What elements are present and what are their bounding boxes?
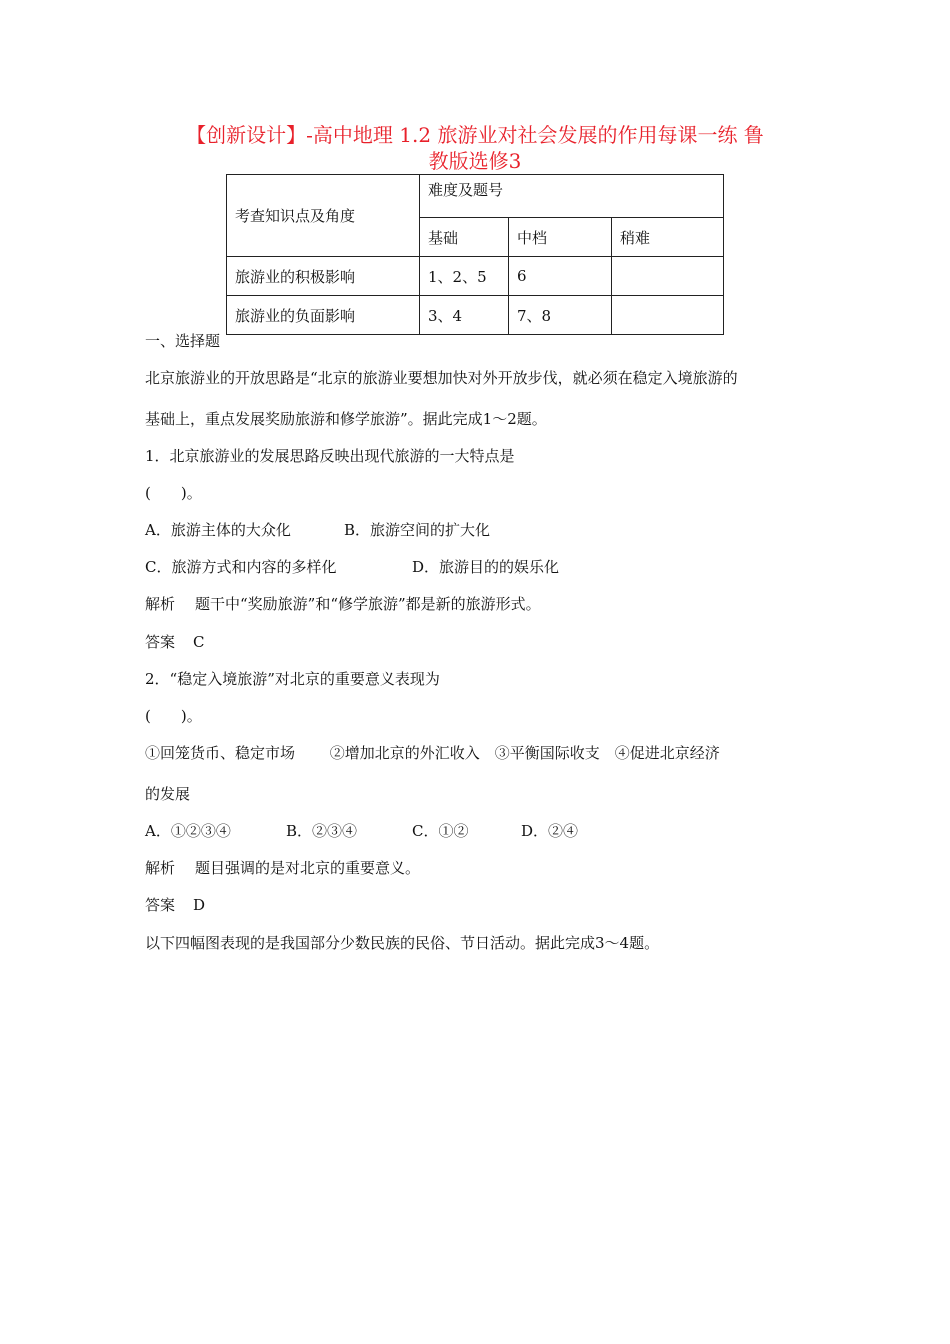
q2-answer: D xyxy=(193,896,206,914)
header-difficulty: 难度及题号 xyxy=(420,175,724,218)
q2-answer-label: 答案 xyxy=(145,896,176,914)
q1-stem: 1．北京旅游业的发展思路反映出现代旅游的一大特点是 xyxy=(145,447,515,465)
q1-answer-label: 答案 xyxy=(145,633,176,651)
intro-paragraph-line-1: 北京旅游业的开放思路是“北京的旅游业要想加快对外开放步伐，就必须在稳定入境旅游的 xyxy=(145,369,738,387)
knowledge-point-table xyxy=(226,174,724,335)
q1-blank: ( )。 xyxy=(145,484,202,502)
header-knowledge-point: 考查知识点及角度 xyxy=(227,175,420,257)
q2-option-b: B．②③④ xyxy=(286,822,358,840)
row-hard xyxy=(612,257,724,296)
header-hard: 稍难 xyxy=(612,218,724,257)
q1-analysis-label: 解析 xyxy=(145,595,176,613)
q1-option-c: C．旅游方式和内容的多样化 xyxy=(145,558,337,576)
header-basic: 基础 xyxy=(420,218,509,257)
header-mid: 中档 xyxy=(509,218,612,257)
row-topic: 旅游业的积极影响 xyxy=(227,257,420,296)
q1-answer: C xyxy=(193,633,205,651)
row-mid: 6 xyxy=(509,257,612,296)
row-basic: 1、2、5 xyxy=(420,257,509,296)
q2-items-line-2: 的发展 xyxy=(145,785,191,803)
table-row xyxy=(227,296,724,335)
q2-analysis: 题目强调的是对北京的重要意义。 xyxy=(195,859,421,877)
title-line-1: 【创新设计】-高中地理 1.2 旅游业对社会发展的作用每课一练 鲁 xyxy=(186,123,764,147)
intro-paragraph-2: 以下四幅图表现的是我国部分少数民族的民俗、节日活动。据此完成3～4题。 xyxy=(145,934,660,952)
q2-analysis-label: 解析 xyxy=(145,859,176,877)
q2-stem: 2．“稳定入境旅游”对北京的重要意义表现为 xyxy=(145,670,440,688)
q2-blank: ( )。 xyxy=(145,707,202,725)
document-title xyxy=(130,122,820,174)
row-hard xyxy=(612,296,724,335)
table-header-row xyxy=(227,175,724,218)
q2-option-a: A．①②③④ xyxy=(145,822,231,840)
row-topic: 旅游业的负面影响 xyxy=(227,296,420,335)
row-mid: 7、8 xyxy=(509,296,612,335)
table-row xyxy=(227,257,724,296)
q1-option-d: D．旅游目的的娱乐化 xyxy=(412,558,560,576)
q2-items-line-1: ①回笼货币、稳定市场 ②增加北京的外汇收入 ③平衡国际收支 ④促进北京经济 xyxy=(145,744,720,762)
q2-option-c: C．①② xyxy=(412,822,469,840)
q1-option-b: B．旅游空间的扩大化 xyxy=(344,521,491,539)
q1-analysis: 题干中“奖励旅游”和“修学旅游”都是新的旅游形式。 xyxy=(195,595,541,613)
q1-option-a: A．旅游主体的大众化 xyxy=(145,521,291,539)
q2-option-d: D．②④ xyxy=(521,822,579,840)
section-title: 一、选择题 xyxy=(145,332,221,350)
intro-paragraph-line-2: 基础上，重点发展奖励旅游和修学旅游”。据此完成1～2题。 xyxy=(145,410,547,428)
row-basic: 3、4 xyxy=(420,296,509,335)
title-line-2: 教版选修3 xyxy=(428,149,522,173)
